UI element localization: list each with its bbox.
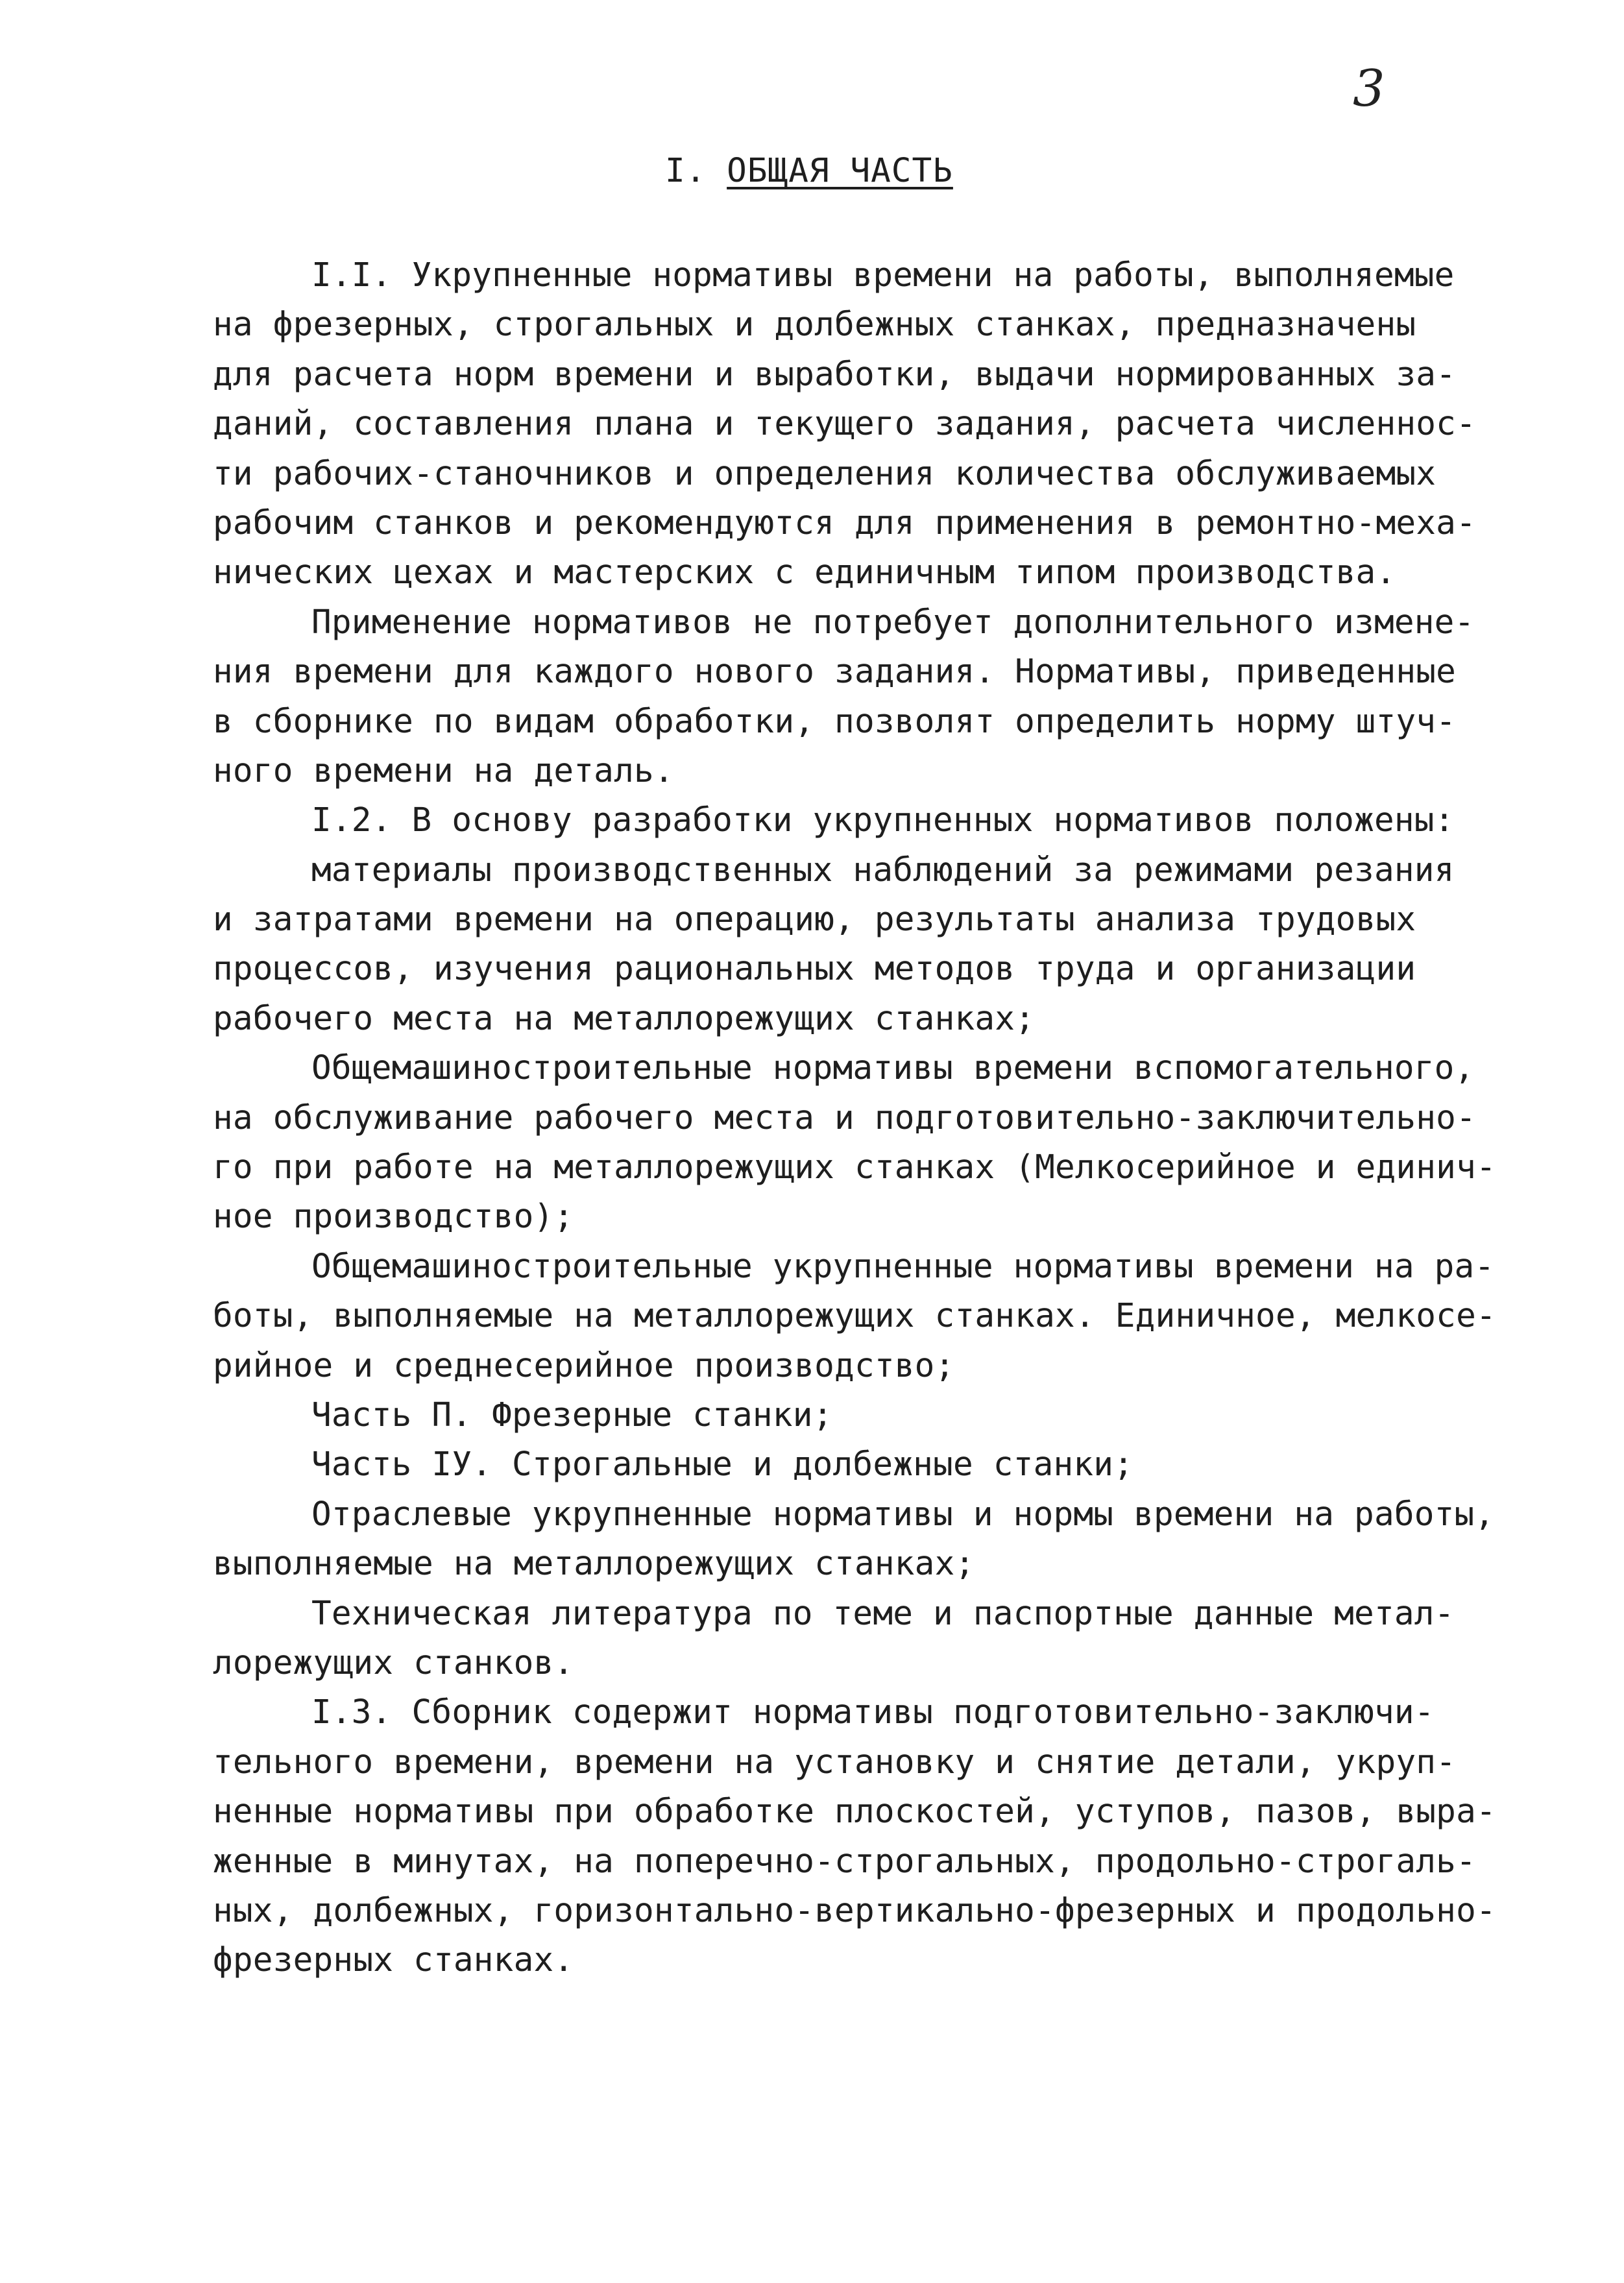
- text-line: Отраслевые укрупненные нормативы и нормы времени на работы,: [311, 1495, 1495, 1534]
- text-line: лорежущих станков.: [213, 1643, 574, 1682]
- text-line: Общемашиностроительные укрупненные нормативы времени на ра-: [311, 1247, 1495, 1286]
- text-line: ных, долбежных, горизонтально-вертикально-фрезерных и продольно-: [213, 1891, 1496, 1930]
- text-line: Часть П. Фрезерные станки;: [311, 1395, 833, 1434]
- text-line: I.3. Сборник содержит нормативы подготовительно-заключи-: [311, 1693, 1435, 1732]
- text-line: процессов, изучения рациональных методов труда и организации: [213, 950, 1416, 989]
- text-line: рийное и среднесерийное производство;: [213, 1346, 955, 1385]
- text-line: боты, выполняемые на металлорежущих станках. Единичное, мелкосе-: [213, 1297, 1496, 1336]
- text-line: рабочим станков и рекомендуются для применения в ремонтно-меха-: [213, 503, 1476, 542]
- text-line: ния времени для каждого нового задания. Нормативы, приведенные: [213, 653, 1457, 692]
- text-line: для расчета норм времени и выработки, выдачи нормированных за-: [213, 355, 1457, 394]
- text-line: Часть IУ. Строгальные и долбежные станки;: [311, 1445, 1134, 1484]
- text-line: Применение нормативов не потребует дополнительного измене-: [311, 603, 1475, 642]
- text-line: ное производство);: [213, 1198, 574, 1237]
- text-line: женные в минутах, на поперечно-строгальных, продольно-строгаль-: [213, 1842, 1476, 1881]
- text-line: выполняемые на металлорежущих станках;: [213, 1545, 975, 1584]
- text-line: ного времени на деталь.: [213, 751, 674, 790]
- text-line: тельного времени, времени на установку и снятие детали, укруп-: [213, 1743, 1457, 1782]
- text-line: Общемашиностроительные нормативы времени вспомогательного,: [311, 1049, 1475, 1088]
- text-line: даний, составления плана и текущего задания, расчета численнос-: [213, 405, 1476, 444]
- text-line: на фрезерных, строгальных и долбежных станках, предназначены: [213, 306, 1416, 344]
- body-text: [213, 251, 1523, 1986]
- text-line: Техническая литература по теме и паспортные данные метал-: [311, 1594, 1455, 1633]
- text-line: на обслуживание рабочего места и подготовительно-заключительно-: [213, 1098, 1476, 1137]
- text-line: ненные нормативы при обработке плоскостей, уступов, пазов, выра-: [213, 1793, 1496, 1831]
- text-line: го при работе на металлорежущих станках (Мелкосерийное и единич-: [213, 1148, 1496, 1187]
- page-number: 3: [1353, 60, 1385, 118]
- text-line: в сборнике по видам обработки, позволят определить норму штуч-: [213, 702, 1457, 741]
- text-line: материалы производственных наблюдений за режимами резания: [311, 851, 1455, 889]
- section-number: I.: [665, 152, 707, 190]
- text-line: I.I. Укрупненные нормативы времени на работы, выполняемые: [311, 256, 1455, 295]
- text-line: и затратами времени на операцию, результаты анализа трудовых: [213, 900, 1416, 939]
- text-line: I.2. В основу разработки укрупненных нормативов положены:: [311, 801, 1455, 840]
- text-line: рабочего места на металлорежущих станках;: [213, 999, 1036, 1038]
- section-title: ОБЩАЯ ЧАСТЬ: [727, 152, 953, 190]
- section-heading: [665, 152, 953, 190]
- text-line: фрезерных станках.: [213, 1941, 574, 1980]
- text-line: нических цехах и мастерских с единичным типом производства.: [213, 553, 1396, 592]
- text-line: ти рабочих-станочников и определения количества обслуживаемых: [213, 454, 1436, 493]
